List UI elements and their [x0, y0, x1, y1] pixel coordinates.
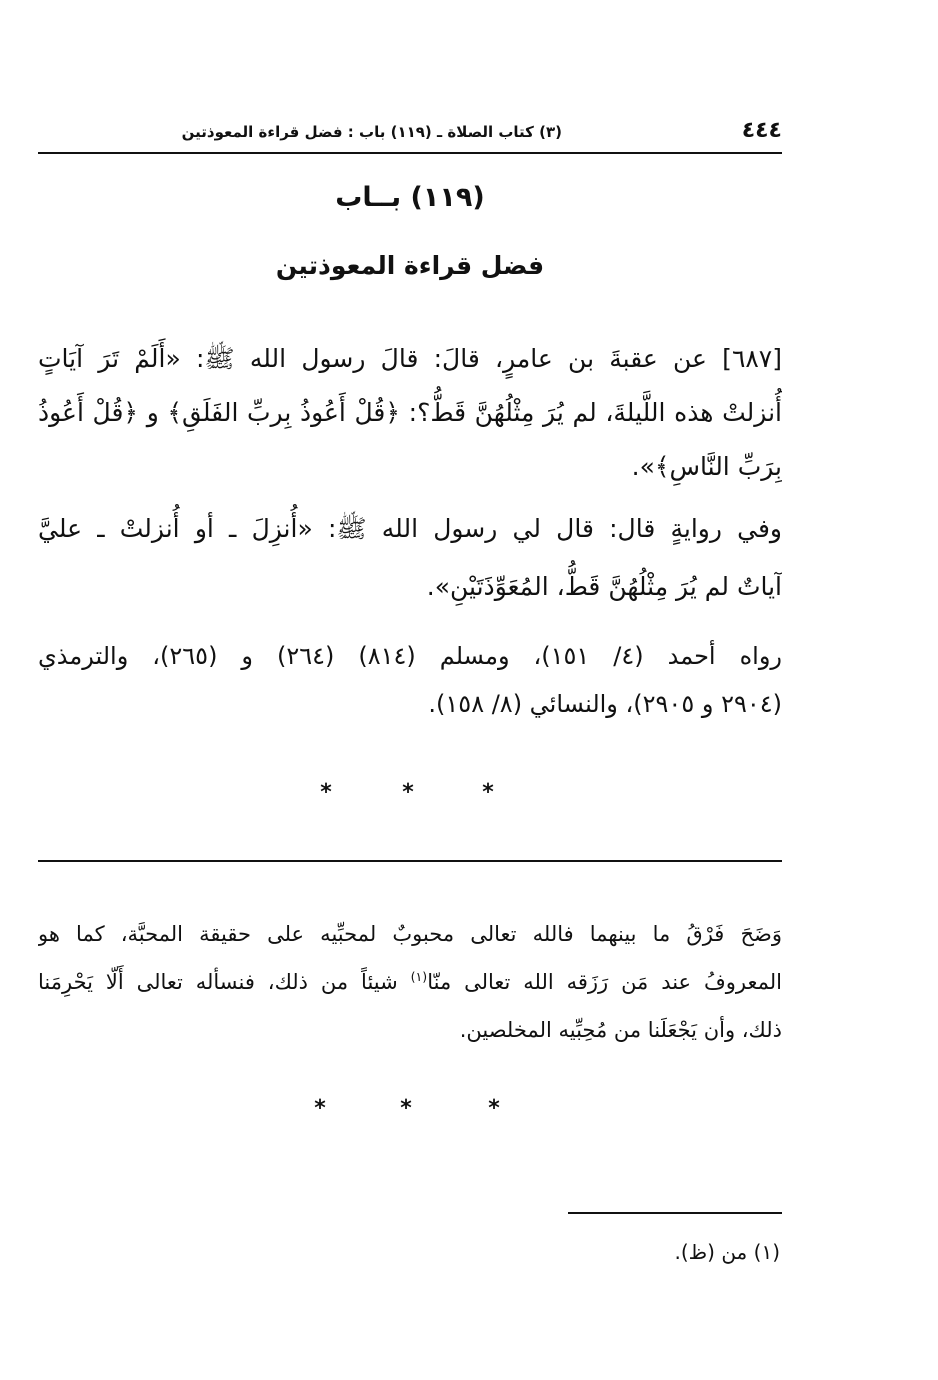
- takhrij-line: (٢٩٠٤ و ٢٩٠٥)، والنسائي (٨/ ١٥٨).: [428, 690, 782, 718]
- body-divider: [38, 860, 782, 862]
- hadith-line: [٦٨٧] عن عقبةَ بن عامرٍ، قالَ: قالَ رسول الله ﷺ: «أَلَمْ تَرَ آيَاتٍ: [38, 344, 782, 373]
- note-line: ذلك، وأن يَجْعَلَنا من مُحِبِّيه المخلصين.: [459, 1018, 782, 1042]
- note-text: المعروفُ عند مَن رَزَقه الله تعالى منّا: [427, 970, 782, 994]
- footnote-rule: [568, 1212, 782, 1214]
- section-separator: [38, 778, 782, 808]
- takhrij-paragraph: [38, 632, 782, 728]
- separator-star: *: [314, 1096, 326, 1121]
- separator-star: *: [400, 1096, 412, 1121]
- running-title: (٣) كتاب الصلاة ـ (١١٩) باب : فضل قراءة المعوذتين: [181, 123, 562, 141]
- running-head: [38, 116, 782, 146]
- page-number: ٤٤٤: [741, 118, 782, 143]
- header-rule: [38, 152, 782, 154]
- hadith-line: بِرَبِّ النَّاسِ﴾».: [631, 452, 782, 481]
- riwaya-line: وفي روايةٍ قال: قال لي رسول الله ﷺ: «أُنزِلَ ـ أو أُنزلتْ ـ عليَّ: [38, 514, 782, 543]
- note-line: [38, 958, 782, 1006]
- separator-star: *: [402, 780, 414, 805]
- separator-star: *: [320, 780, 332, 805]
- footnote-reference: (١): [410, 969, 428, 984]
- chapter-heading: (١١٩) بــاب: [335, 182, 485, 213]
- section-separator: [38, 1094, 782, 1124]
- note-text: شيئاً من ذلك، فنسأله تعالى أَلّا يَحْرِمَنا: [38, 970, 411, 994]
- footnote: (١) من (ظ).: [674, 1240, 780, 1264]
- note-paragraph: [38, 910, 782, 1054]
- separator-star: *: [482, 780, 494, 805]
- note-line: وَضَحَ فَرْقُ ما بينهما فالله تعالى محبوبٌ لمحبِّيه على حقيقة المحبَّة، كما هو: [38, 922, 782, 946]
- chapter-title: فضل قراءة المعوذتين: [275, 251, 545, 280]
- takhrij-line: رواه أحمد (٤/ ١٥١)، ومسلم (٨١٤) (٢٦٤) و (٢٦٥)، والترمذي: [38, 642, 782, 670]
- riwaya-paragraph: [38, 500, 782, 616]
- hadith-paragraph: [38, 332, 782, 494]
- separator-star: *: [488, 1096, 500, 1121]
- riwaya-line: آياتٌ لم يُرَ مِثْلُهُنَّ قَطُّ، المُعَوِّذَتَيْنِ».: [426, 572, 782, 601]
- hadith-line: أُنزلتْ هذه اللَّيلةَ، لم يُرَ مِثْلُهُنَّ قَطُّ؟: ﴿قُلْ أَعُوذُ بِربِّ الفَلَقِ﴾ و ﴿قُلْ أَعُوذُ: [38, 398, 782, 427]
